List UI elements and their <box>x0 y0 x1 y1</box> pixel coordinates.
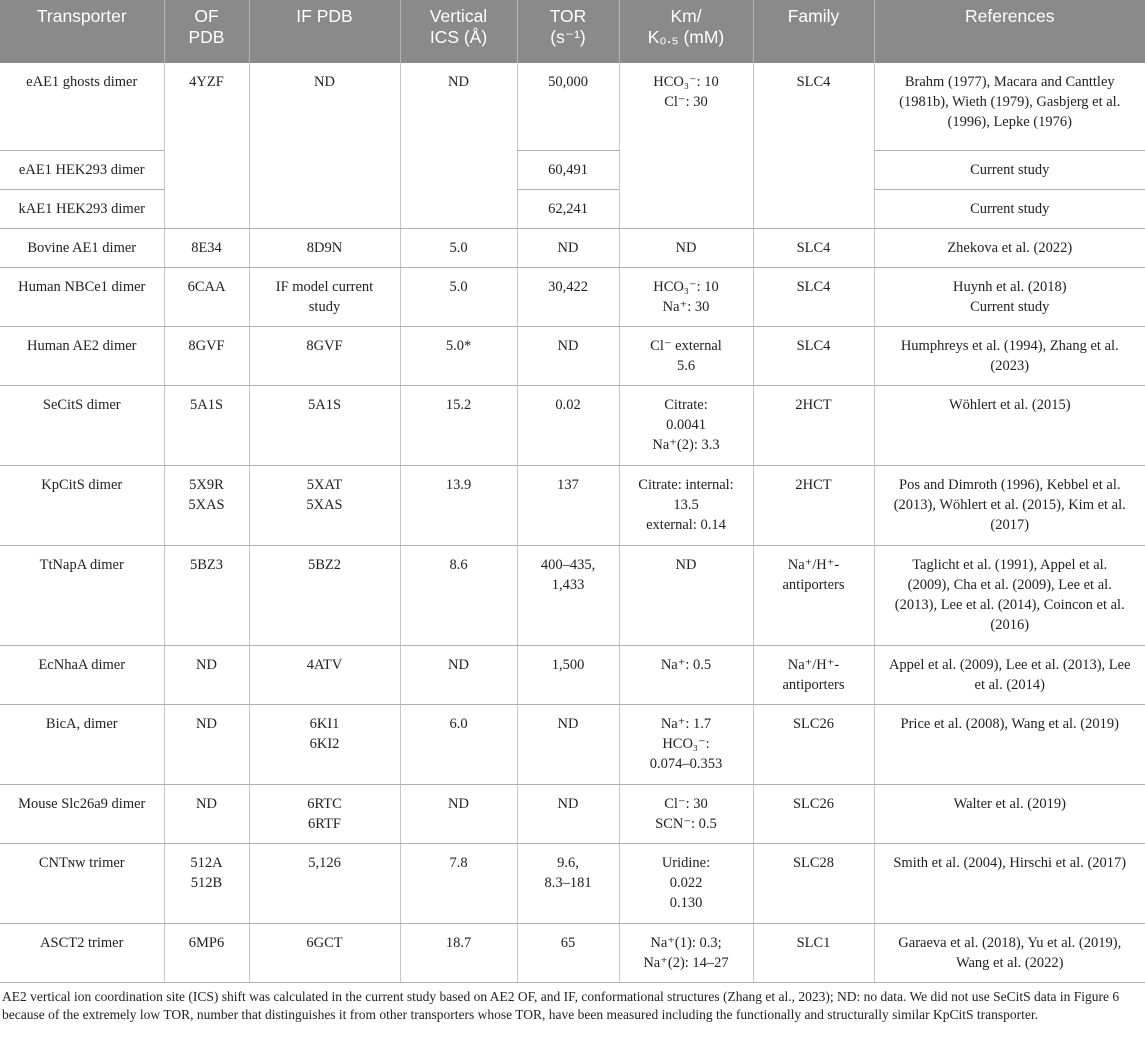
cell-line: 8.6 <box>449 556 468 573</box>
cell-line: (1981b), Wieth (1979), Gasbjerg et al. <box>899 94 1121 110</box>
cell-line: Appel et al. (2009), Lee et al. (2013), Lee <box>888 656 1131 673</box>
cell-line: Huynh et al. (2018) <box>952 278 1067 295</box>
cell-line: 8GVF <box>188 337 225 354</box>
cell-references <box>874 843 1145 923</box>
cell-line: ND <box>675 239 697 256</box>
cell-references <box>874 545 1145 645</box>
cell-line: 6MP6 <box>188 934 225 951</box>
cell-km <box>619 645 753 704</box>
cell-line: 512B <box>190 874 223 891</box>
cell-line: 62,241 <box>548 200 588 217</box>
cell-family <box>753 385 874 465</box>
cell-ics <box>400 326 517 385</box>
table-row <box>0 326 1145 385</box>
cell-line: 9.6, <box>557 854 579 871</box>
cell-of-pdb <box>164 645 249 704</box>
cell-tor <box>517 704 619 784</box>
cell-references <box>874 704 1145 784</box>
cell-if-pdb <box>249 385 400 465</box>
cell-line: 6RTC <box>307 795 342 812</box>
cell-tor <box>517 843 619 923</box>
cell-line: 5,126 <box>308 854 341 871</box>
cell-line: Wang et al. (2022) <box>955 954 1064 971</box>
cell-line: SeCitS dimer <box>42 396 121 413</box>
cell-line: Na⁺/H⁺- <box>787 656 840 673</box>
cell-transporter <box>0 228 164 267</box>
cell-family <box>753 545 874 645</box>
cell-line: Na⁺: 30 <box>662 298 710 315</box>
cell-family <box>753 843 874 923</box>
cell-km <box>619 704 753 784</box>
cell-transporter <box>0 63 164 150</box>
cell-km <box>619 228 753 267</box>
cell-line: (2016) <box>990 616 1030 633</box>
table-row <box>0 267 1145 326</box>
cell-line: EcNhaA dimer <box>38 656 126 673</box>
cell-ics <box>400 784 517 843</box>
cell-of-pdb <box>164 63 249 228</box>
cell-line: 0.0041 <box>666 416 706 433</box>
cell-line: Walter et al. (2019) <box>953 795 1066 812</box>
cell-line: 6GCT <box>306 934 343 951</box>
cell-line: external: 0.14 <box>646 516 726 533</box>
cell-line: Current study <box>970 200 1050 217</box>
cell-line: 8.3–181 <box>544 874 592 891</box>
table-row <box>0 704 1145 784</box>
cell-line: 137 <box>557 476 579 493</box>
cell-line: SLC4 <box>796 239 831 256</box>
cell-line: 2HCT <box>795 476 832 493</box>
cell-line: 5BZ3 <box>189 556 224 573</box>
cell-line: Na⁺(1): 0.3; <box>650 934 722 951</box>
cell-ics <box>400 923 517 982</box>
cell-line: 8GVF <box>306 337 343 354</box>
cell-line: Wöhlert et al. (2015) <box>948 396 1071 413</box>
table-row <box>0 465 1145 545</box>
cell-line: 15.2 <box>445 396 472 413</box>
cell-ics <box>400 63 517 228</box>
cell-line: SLC4 <box>796 278 831 295</box>
cell-references <box>874 923 1145 982</box>
table-footnote: AE2 vertical ion coordination site (ICS) shift was calculated in the current study based on AE2 OF, and IF, conformational structures (Zhang et al., 2023); ND: no data. We did not use SeCitS data in Figure 6 because of the extremely low TOR, number that distinguishes it from other transporters whose TOR, have been measured including the functionally and structurally similar KpCitS transporter. <box>2 989 1120 1022</box>
cell-line: 8D9N <box>306 239 343 256</box>
cell-transporter <box>0 326 164 385</box>
header-tor: TOR (s⁻¹) <box>517 0 619 63</box>
cell-line: Brahm (1977), Macara and Canttley <box>904 74 1115 90</box>
cell-line: 4YZF <box>189 74 224 90</box>
cell-tor <box>517 189 619 228</box>
cell-tor <box>517 228 619 267</box>
table-row <box>0 923 1145 982</box>
cell-line: (2013), Wöhlert et al. (2015), Kim et al. <box>893 496 1126 513</box>
table-row <box>0 843 1145 923</box>
cell-if-pdb <box>249 923 400 982</box>
cell-line: 7.8 <box>449 854 468 871</box>
cell-if-pdb <box>249 645 400 704</box>
header-references: References <box>874 0 1145 63</box>
cell-line: SLC1 <box>796 934 831 951</box>
cell-line: SLC26 <box>792 715 835 732</box>
cell-tor <box>517 326 619 385</box>
cell-transporter <box>0 189 164 228</box>
cell-of-pdb <box>164 228 249 267</box>
cell-line: 50,000 <box>548 74 588 90</box>
cell-line: Na⁺(2): 14–27 <box>643 954 729 971</box>
cell-if-pdb <box>249 843 400 923</box>
cell-line: Na⁺: 0.5 <box>660 656 712 673</box>
cell-if-pdb <box>249 326 400 385</box>
cell-line: Citrate: internal: <box>638 476 734 493</box>
cell-line: 5A1S <box>189 396 224 413</box>
cell-line: 4ATV <box>306 656 343 673</box>
cell-line: Cl⁻: 30 <box>664 795 708 812</box>
cell-line: eAE1 ghosts dimer <box>26 74 138 90</box>
cell-if-pdb <box>249 267 400 326</box>
cell-line: 30,422 <box>548 278 588 295</box>
cell-of-pdb <box>164 465 249 545</box>
cell-transporter <box>0 784 164 843</box>
cell-line: Uridine: <box>661 854 711 871</box>
cell-ics <box>400 267 517 326</box>
cell-ics <box>400 385 517 465</box>
cell-line: 5XAS <box>188 496 225 513</box>
cell-of-pdb <box>164 326 249 385</box>
cell-line: kAE1 HEK293 dimer <box>18 200 145 217</box>
cell-line: ND <box>448 795 469 812</box>
cell-line: 0.074–0.353 <box>649 755 723 772</box>
cell-line: SCN⁻: 0.5 <box>655 815 717 832</box>
table-header <box>0 0 1145 63</box>
cell-line: 6KI1 <box>309 715 340 732</box>
cell-of-pdb <box>164 704 249 784</box>
cell-line: ND <box>196 795 217 812</box>
cell-line: Mouse Slc26a9 dimer <box>18 795 146 812</box>
cell-line: 512A <box>190 854 223 871</box>
cell-references <box>874 189 1145 228</box>
cell-tor <box>517 267 619 326</box>
cell-line: Zhekova et al. (2022) <box>947 239 1073 256</box>
table-row <box>0 228 1145 267</box>
cell-tor <box>517 645 619 704</box>
cell-line: 1,433 <box>551 576 585 593</box>
cell-line: HCO₃⁻: <box>662 735 710 752</box>
cell-family <box>753 784 874 843</box>
cell-if-pdb <box>249 704 400 784</box>
cell-line: (2009), Cha et al. (2009), Lee et al. <box>907 576 1112 593</box>
cell-line: 0.02 <box>555 396 581 413</box>
cell-line: antiporters <box>782 676 845 693</box>
cell-if-pdb <box>249 63 400 228</box>
cell-references <box>874 267 1145 326</box>
cell-ics <box>400 545 517 645</box>
cell-ics <box>400 465 517 545</box>
header-km: Km/ K₀.₅ (mM) <box>619 0 753 63</box>
cell-line: ASCT2 trimer <box>40 934 124 951</box>
cell-line: 5X9R <box>189 476 224 493</box>
cell-line: (2023) <box>990 357 1030 374</box>
cell-km <box>619 63 753 228</box>
cell-line: 0.022 <box>669 874 703 891</box>
cell-family <box>753 267 874 326</box>
table-body <box>0 63 1145 982</box>
cell-line: Cl⁻: 30 <box>664 94 708 110</box>
cell-line: (1996), Lepke (1976) <box>947 114 1072 130</box>
cell-line: CNTɴᴡ trimer <box>38 854 125 871</box>
cell-family <box>753 645 874 704</box>
table-row <box>0 545 1145 645</box>
cell-line: ND <box>314 74 335 90</box>
cell-line: Human NBCe1 dimer <box>18 278 146 295</box>
cell-family <box>753 923 874 982</box>
cell-ics <box>400 843 517 923</box>
cell-tor <box>517 545 619 645</box>
cell-line: HCO₃⁻: 10 <box>653 74 719 90</box>
cell-line: TtNapA dimer <box>39 556 124 573</box>
cell-line: (2017) <box>990 516 1030 533</box>
cell-references <box>874 784 1145 843</box>
cell-of-pdb <box>164 923 249 982</box>
cell-line: 13.9 <box>445 476 472 493</box>
cell-of-pdb <box>164 385 249 465</box>
cell-transporter <box>0 150 164 189</box>
cell-line: BicA, dimer <box>45 715 118 732</box>
cell-line: Price et al. (2008), Wang et al. (2019) <box>900 715 1119 732</box>
cell-of-pdb <box>164 784 249 843</box>
cell-line: SLC4 <box>796 74 831 90</box>
cell-line: eAE1 HEK293 dimer <box>18 161 145 178</box>
cell-ics <box>400 704 517 784</box>
cell-tor <box>517 63 619 150</box>
cell-family <box>753 704 874 784</box>
cell-km <box>619 465 753 545</box>
cell-if-pdb <box>249 545 400 645</box>
cell-line: 5BZ2 <box>307 556 342 573</box>
cell-tor <box>517 784 619 843</box>
cell-line: ND <box>557 337 579 354</box>
cell-line: 6.0 <box>449 715 468 732</box>
cell-references <box>874 385 1145 465</box>
cell-line: Garaeva et al. (2018), Yu et al. (2019), <box>898 934 1122 951</box>
cell-line: 1,500 <box>551 656 585 673</box>
cell-line: et al. (2014) <box>974 676 1045 693</box>
cell-of-pdb <box>164 545 249 645</box>
cell-family <box>753 465 874 545</box>
cell-line: SLC4 <box>796 337 831 354</box>
cell-if-pdb <box>249 465 400 545</box>
cell-line: KpCitS dimer <box>41 476 123 493</box>
cell-if-pdb <box>249 228 400 267</box>
cell-line: study <box>308 298 341 315</box>
cell-line: (2013), Lee et al. (2014), Coincon et al. <box>894 596 1125 613</box>
cell-line: 60,491 <box>548 161 588 178</box>
cell-line: ND <box>196 715 217 732</box>
cell-line: Smith et al. (2004), Hirschi et al. (2017) <box>893 854 1127 871</box>
cell-line: 5XAS <box>306 496 343 513</box>
cell-line: 13.5 <box>673 496 699 513</box>
cell-line: ND <box>448 656 469 673</box>
cell-line: Taglicht et al. (1991), Appel et al. <box>912 556 1108 573</box>
cell-line: Current study <box>970 298 1050 315</box>
table-row <box>0 63 1145 150</box>
cell-tor <box>517 465 619 545</box>
cell-line: 65 <box>560 934 576 951</box>
cell-transporter <box>0 843 164 923</box>
header-transporter: Transporter <box>0 0 164 63</box>
cell-transporter <box>0 645 164 704</box>
cell-tor <box>517 923 619 982</box>
cell-of-pdb <box>164 267 249 326</box>
cell-line: 18.7 <box>445 934 472 951</box>
header-of-pdb: OF PDB <box>164 0 249 63</box>
header-vertical-ics: Vertical ICS (Å) <box>400 0 517 63</box>
table-row <box>0 385 1145 465</box>
cell-line: SLC26 <box>792 795 835 812</box>
cell-line: Na⁺(2): 3.3 <box>652 436 720 453</box>
cell-transporter <box>0 704 164 784</box>
cell-km <box>619 385 753 465</box>
cell-line: Citrate: <box>664 396 708 413</box>
cell-line: ND <box>557 795 579 812</box>
cell-references <box>874 326 1145 385</box>
cell-line: Cl⁻ external <box>650 337 722 354</box>
cell-line: ND <box>196 656 217 673</box>
cell-line: Na⁺/H⁺- <box>787 556 840 573</box>
cell-line: 5XAT <box>306 476 343 493</box>
cell-family <box>753 63 874 228</box>
cell-tor <box>517 150 619 189</box>
cell-if-pdb <box>249 784 400 843</box>
cell-references <box>874 645 1145 704</box>
cell-line: 400–435, <box>540 556 596 573</box>
cell-family <box>753 228 874 267</box>
cell-line: Na⁺: 1.7 <box>660 715 712 732</box>
cell-line: 5.0 <box>449 278 468 295</box>
cell-km <box>619 843 753 923</box>
cell-km <box>619 545 753 645</box>
cell-line: Pos and Dimroth (1996), Kebbel et al. <box>899 476 1121 493</box>
header-if-pdb: IF PDB <box>249 0 400 63</box>
cell-family <box>753 326 874 385</box>
cell-transporter <box>0 465 164 545</box>
cell-line: 5.6 <box>676 357 696 374</box>
cell-line: antiporters <box>782 576 845 593</box>
cell-line: 5.0 <box>449 239 468 256</box>
cell-tor <box>517 385 619 465</box>
cell-line: ND <box>557 239 579 256</box>
cell-line: Bovine AE1 dimer <box>27 239 137 256</box>
cell-km <box>619 923 753 982</box>
table-row <box>0 784 1145 843</box>
cell-references <box>874 228 1145 267</box>
cell-transporter <box>0 385 164 465</box>
cell-line: 2HCT <box>795 396 832 413</box>
cell-line: Human AE2 dimer <box>26 337 137 354</box>
cell-line: 6CAA <box>187 278 226 295</box>
cell-line: ND <box>557 715 579 732</box>
cell-line: 6KI2 <box>309 735 340 752</box>
cell-km <box>619 784 753 843</box>
cell-line: HCO₃⁻: 10 <box>653 278 719 295</box>
cell-line: 0.130 <box>669 894 703 911</box>
cell-transporter <box>0 267 164 326</box>
cell-references <box>874 63 1145 150</box>
cell-km <box>619 267 753 326</box>
table-row <box>0 645 1145 704</box>
cell-km <box>619 326 753 385</box>
header-family: Family <box>753 0 874 63</box>
cell-line: SLC28 <box>792 854 835 871</box>
cell-references <box>874 150 1145 189</box>
cell-line: Humphreys et al. (1994), Zhang et al. <box>900 337 1119 354</box>
cell-line: 5A1S <box>307 396 342 413</box>
cell-ics <box>400 228 517 267</box>
cell-line: ND <box>448 74 469 90</box>
cell-line: 5.0* <box>445 337 472 354</box>
cell-line: ND <box>675 556 697 573</box>
cell-of-pdb <box>164 843 249 923</box>
cell-transporter <box>0 545 164 645</box>
cell-line: Current study <box>970 161 1050 178</box>
cell-line: 6RTF <box>308 815 341 832</box>
cell-ics <box>400 645 517 704</box>
cell-transporter <box>0 923 164 982</box>
cell-references <box>874 465 1145 545</box>
cell-line: 8E34 <box>191 239 222 256</box>
cell-line: IF model current <box>275 278 374 295</box>
